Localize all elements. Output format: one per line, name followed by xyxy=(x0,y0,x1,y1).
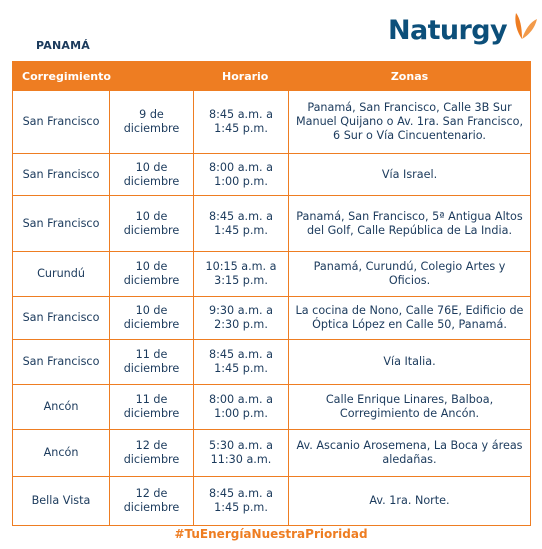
table-row xyxy=(13,297,531,340)
cell-zonas: Vía Israel. xyxy=(289,154,531,196)
cell-corregimiento: San Francisco xyxy=(13,154,110,196)
brand xyxy=(388,12,538,50)
cell-horario: 8:45 a.m. a 1:45 p.m. xyxy=(194,340,289,385)
country-label: PANAMÁ xyxy=(36,39,90,52)
table-row xyxy=(13,477,531,526)
table-row xyxy=(13,340,531,385)
outage-schedule-table xyxy=(12,61,531,526)
table-row xyxy=(13,154,531,196)
header-fecha xyxy=(110,62,194,91)
cell-fecha: 12 de diciembre xyxy=(110,430,194,477)
cell-fecha: 10 de diciembre xyxy=(110,196,194,252)
butterfly-logo-icon xyxy=(508,10,538,42)
cell-zonas: La cocina de Nono, Calle 76E, Edificio de Óptica López en Calle 50, Panamá. xyxy=(289,297,531,340)
table-header-row xyxy=(13,62,531,91)
footer-hashtag: #TuEnergíaNuestraPrioridad xyxy=(174,527,368,541)
header-corregimiento: Corregimiento xyxy=(13,62,110,91)
table-row xyxy=(13,252,531,297)
cell-horario: 10:15 a.m. a 3:15 p.m. xyxy=(194,252,289,297)
cell-horario: 8:45 a.m. a 1:45 p.m. xyxy=(194,477,289,526)
table-row xyxy=(13,430,531,477)
cell-fecha: 11 de diciembre xyxy=(110,340,194,385)
cell-zonas: Panamá, San Francisco, Calle 3B Sur Manuel Quijano o Av. 1ra. San Francisco, 6 Sur o Vía Cincuentenario. xyxy=(289,91,531,154)
cell-horario: 5:30 a.m. a 11:30 a.m. xyxy=(194,430,289,477)
header-zonas: Zonas xyxy=(289,62,531,91)
cell-zonas: Av. Ascanio Arosemena, La Boca y áreas aledañas. xyxy=(289,430,531,477)
cell-fecha: 10 de diciembre xyxy=(110,297,194,340)
brand-name: Naturgy xyxy=(388,15,507,46)
header-horario: Horario xyxy=(194,62,289,91)
cell-corregimiento: Ancón xyxy=(13,430,110,477)
cell-fecha: 10 de diciembre xyxy=(110,252,194,297)
table-row xyxy=(13,196,531,252)
cell-zonas: Av. 1ra. Norte. xyxy=(289,477,531,526)
cell-corregimiento: San Francisco xyxy=(13,340,110,385)
cell-horario: 8:45 a.m. a 1:45 p.m. xyxy=(194,91,289,154)
cell-horario: 9:30 a.m. a 2:30 p.m. xyxy=(194,297,289,340)
cell-zonas: Calle Enrique Linares, Balboa, Corregimiento de Ancón. xyxy=(289,385,531,430)
cell-corregimiento: San Francisco xyxy=(13,91,110,154)
cell-corregimiento: Bella Vista xyxy=(13,477,110,526)
cell-corregimiento: San Francisco xyxy=(13,297,110,340)
cell-zonas: Vía Italia. xyxy=(289,340,531,385)
cell-fecha: 11 de diciembre xyxy=(110,385,194,430)
cell-corregimiento: Ancón xyxy=(13,385,110,430)
cell-fecha: 10 de diciembre xyxy=(110,154,194,196)
table-row xyxy=(13,91,531,154)
cell-fecha: 12 de diciembre xyxy=(110,477,194,526)
cell-corregimiento: Curundú xyxy=(13,252,110,297)
cell-horario: 8:00 a.m. a 1:00 p.m. xyxy=(194,385,289,430)
cell-zonas: Panamá, Curundú, Colegio Artes y Oficios. xyxy=(289,252,531,297)
cell-horario: 8:00 a.m. a 1:00 p.m. xyxy=(194,154,289,196)
cell-zonas: Panamá, San Francisco, 5ª Antigua Altos del Golf, Calle República de La India. xyxy=(289,196,531,252)
cell-fecha: 9 de diciembre xyxy=(110,91,194,154)
cell-corregimiento: San Francisco xyxy=(13,196,110,252)
table-row xyxy=(13,385,531,430)
cell-horario: 8:45 a.m. a 1:45 p.m. xyxy=(194,196,289,252)
